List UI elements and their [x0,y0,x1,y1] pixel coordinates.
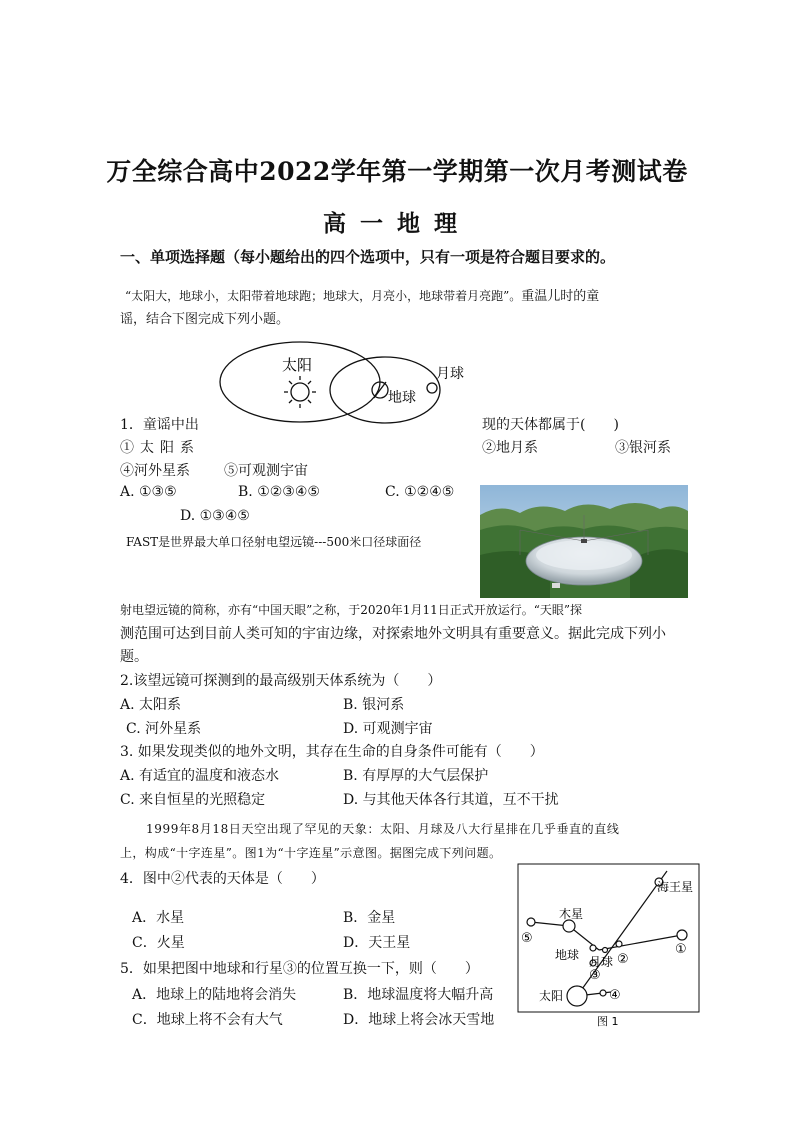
fast-line-1: FAST是世界最大单口径射电望远镜---500米口径球面径 [126,535,422,549]
planet-cross-diagram [517,863,702,1031]
sun-label: 太阳 [282,356,313,374]
q4-option-a: A．水星 [132,910,185,926]
fast-telescope-photo [480,485,688,598]
q1-item-2: ②地月系 [482,440,538,456]
q1-stem-b: 现的天体都属于( ) [482,417,619,433]
intro2-line-1: 1999年8月18日天空出现了罕见的天象：太阳、月球及八大行星排在几乎垂直的直线 [146,822,620,836]
planet-4-dot [600,990,606,996]
q3-option-b: B. 有厚厚的大气层保护 [343,768,489,784]
planet-1-label: ① [675,942,687,957]
q3-stem: 3. 如果发现类似的地外文明，其存在生命的自身条件可能有（ ） [120,744,544,760]
intro1-line1: “太阳大，地球小，太阳带着地球跑；地球大，月亮小，地球带着月亮跑”。重温儿时的童 [125,289,600,304]
neptune-label: 海王星 [657,880,694,894]
q1-item-1: ①太阳系 [120,440,200,456]
q4-option-d: D．天王星 [343,935,411,951]
q3-option-d: D. 与其他天体各行其道，互不干扰 [343,792,559,808]
q3-option-a: A. 有适宜的温度和液态水 [120,768,280,784]
q1-option-d: D. ①③④⑤ [180,508,250,524]
fast-line-3: 测范围可达到目前人类可知的宇宙边缘，对探索地外文明具有重要意义。据此完成下列小 [120,626,666,642]
q3-option-c: C. 来自恒星的光照稳定 [120,792,266,808]
q2-option-d: D. 可观测宇宙 [343,721,433,737]
planet-5-label: ⑤ [521,931,533,946]
jupiter-label: 木星 [559,907,584,921]
sun-icon [284,376,316,408]
q4-stem: 4．图中②代表的天体是（ ） [120,871,325,887]
jupiter-dot [563,920,575,932]
subject-title: 高一地理 [323,210,471,237]
fast-line-4: 题。 [120,649,148,665]
q2-stem: 2.该望远镜可探测到的最高级别天体系统为（ ） [120,673,442,689]
q1-stem-a: 1．童谣中出 [120,417,199,433]
earth-orbit-ellipse [330,357,440,423]
intro2-line-2: 上，构成“十字连星”。图1为“十字连星”示意图。据图完成下列问题。 [120,846,502,860]
q4-option-b: B．金星 [343,910,396,926]
q5-option-a: A．地球上的陆地将会消失 [132,987,297,1003]
moon-label: 月球 [589,955,614,969]
q4-option-c: C．火星 [132,935,185,951]
moon-icon [427,383,437,393]
intro1-line2: 谣，结合下图完成下列小题。 [120,312,290,327]
q1-option-b: B. ①②③④⑤ [238,484,320,500]
q2-option-c: C. 河外星系 [126,721,202,737]
moon-dot [603,948,608,953]
q2-option-a: A. 太阳系 [120,697,182,713]
q5-option-c: C．地球上将不会有大气 [132,1012,283,1028]
earth-dot [590,945,596,951]
q5-option-d: D．地球上将会冰天雪地 [343,1012,495,1028]
earth-label: 地球 [555,948,580,962]
planet-4-label: ④ [609,988,621,1003]
q1-item-3: ③银河系 [615,440,671,456]
q1-option-a: A. ①③⑤ [120,484,177,500]
sun-dot [567,986,587,1006]
q5-stem: 5．如果把图中地球和行星③的位置互换一下，则（ ） [120,961,479,977]
q1-option-c: C. ①②④⑤ [385,484,455,500]
figure-caption: 图 1 [597,1015,619,1028]
q2-option-b: B. 银河系 [343,697,405,713]
moon-label: 月球 [436,366,464,382]
planet-1-dot [677,930,687,940]
planet-5-dot [527,918,535,926]
exam-title: 万全综合高中2022学年第一学期第一次月考测试卷 [106,157,688,186]
sun-label: 太阳 [539,989,564,1003]
q5-option-b: B．地球温度将大幅升高 [343,987,494,1003]
q1-item-5: ⑤可观测宇宙 [224,463,308,479]
fast-line-2: 射电望远镜的简称，亦有“中国天眼”之称，于2020年1月11日正式开放运行。“天眼”探 [120,603,582,617]
q1-item-4: ④河外星系 [120,463,190,479]
planet-3-label: ③ [589,968,601,983]
section-heading: 一、单项选择题（每小题给出的四个选项中，只有一项是符合题目要求的。 [120,248,616,266]
planet-2-label: ② [617,952,629,967]
planet-2-dot [616,941,622,947]
sun-orbit-ellipse [220,342,380,422]
sun-earth-moon-diagram [210,338,480,428]
earth-label: 地球 [388,390,416,406]
